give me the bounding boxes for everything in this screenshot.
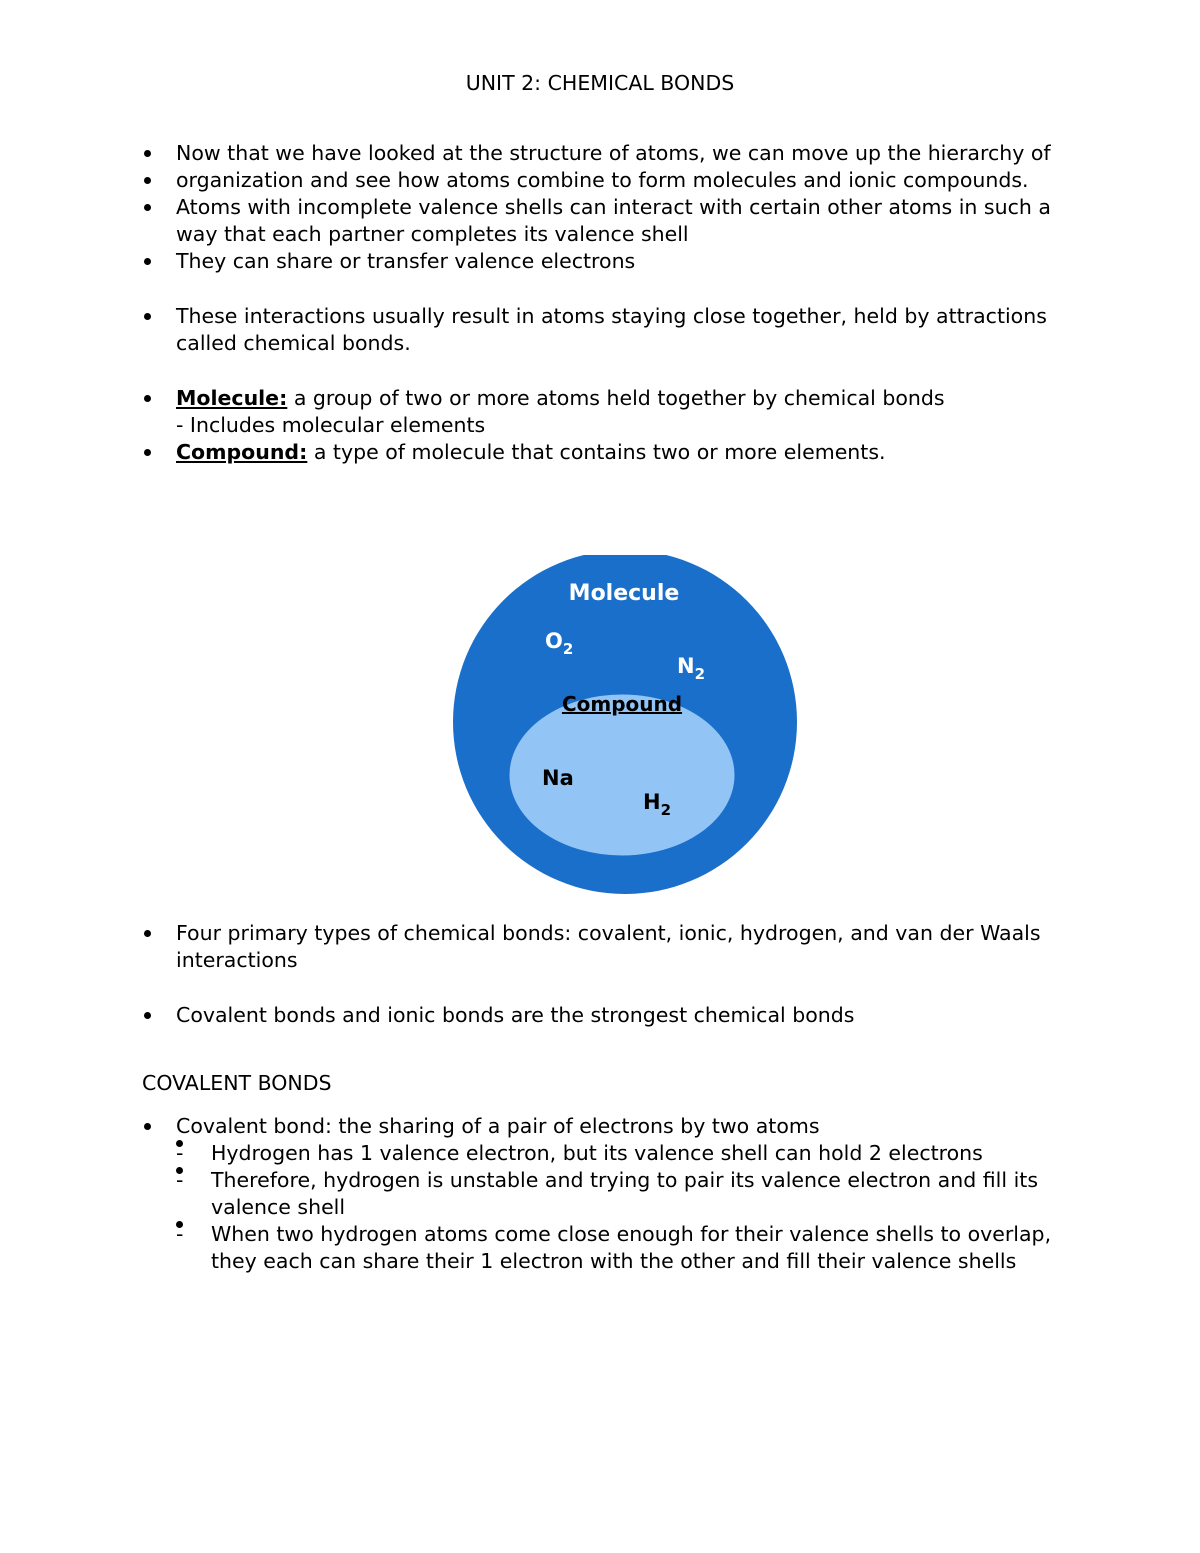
covalent-list <box>142 1113 1062 1275</box>
list-item <box>142 248 1062 275</box>
h2-label: $H_2$ <box>643 790 672 819</box>
bullet-text: Now that we have looked at the structure of atoms, we can move up the hierarchy of <box>176 141 1051 165</box>
molecule-definition <box>142 385 1062 439</box>
molecule-note: - Includes molecular elements <box>176 413 486 437</box>
bullet-text: These interactions usually result in atoms staying close together, held by attractions called chemical bonds. <box>176 304 1047 355</box>
compound-label: Compound <box>561 692 683 716</box>
section-heading: COVALENT BONDS <box>142 1071 332 1095</box>
na-label: Na <box>542 766 574 790</box>
molecule-label: Molecule <box>568 581 680 606</box>
compound-text: a type of molecule that contains two or more elements. <box>307 440 886 464</box>
list-item <box>142 194 1062 248</box>
sub-list-item: - When two hydrogen atoms come close enough for their valence shells to overlap, they each can share their 1 electron with the other and fill their valence shells <box>176 1221 1062 1275</box>
bond-types-list <box>142 920 1062 1029</box>
bullet-text: organization and see how atoms combine to form molecules and ionic compounds. <box>176 168 1029 192</box>
list-item <box>142 140 1062 167</box>
sub-list-item: - Hydrogen has 1 valence electron, but its valence shell can hold 2 electrons <box>176 1140 1062 1167</box>
bullet-text: They can share or transfer valence electrons <box>176 249 636 273</box>
bullet-text: Covalent bond: the sharing of a pair of electrons by two atoms <box>176 1114 820 1138</box>
list-item <box>142 167 1062 194</box>
molecule-term: Molecule: <box>176 386 288 410</box>
covalent-subpoints <box>176 1140 1062 1275</box>
page-title: UNIT 2: CHEMICAL BONDS <box>465 71 735 95</box>
sub-list-item: - Therefore, hydrogen is unstable and trying to pair its valence electron and fill its valence shell <box>176 1167 1062 1221</box>
list-item <box>142 1002 1062 1029</box>
bullet-text: Atoms with incomplete valence shells can interact with certain other atoms in such a way that each partner completes its valence shell <box>176 195 1051 246</box>
list-item <box>142 303 1062 357</box>
bullet-text: Four primary types of chemical bonds: covalent, ionic, hydrogen, and van der Waals interactions <box>176 921 1041 972</box>
o2-label: $O_2$ <box>545 629 574 658</box>
list-item <box>142 920 1062 974</box>
molecule-text: a group of two or more atoms held together by chemical bonds <box>287 386 945 410</box>
compound-term: Compound: <box>176 440 308 464</box>
n2-label: $N_2$ <box>677 654 706 683</box>
bullet-text: Covalent bonds and ionic bonds are the strongest chemical bonds <box>176 1003 855 1027</box>
molecule-compound-diagram <box>440 555 810 900</box>
intro-bullet-list <box>142 140 1062 466</box>
compound-definition <box>142 439 1062 466</box>
list-item <box>142 1113 1062 1275</box>
